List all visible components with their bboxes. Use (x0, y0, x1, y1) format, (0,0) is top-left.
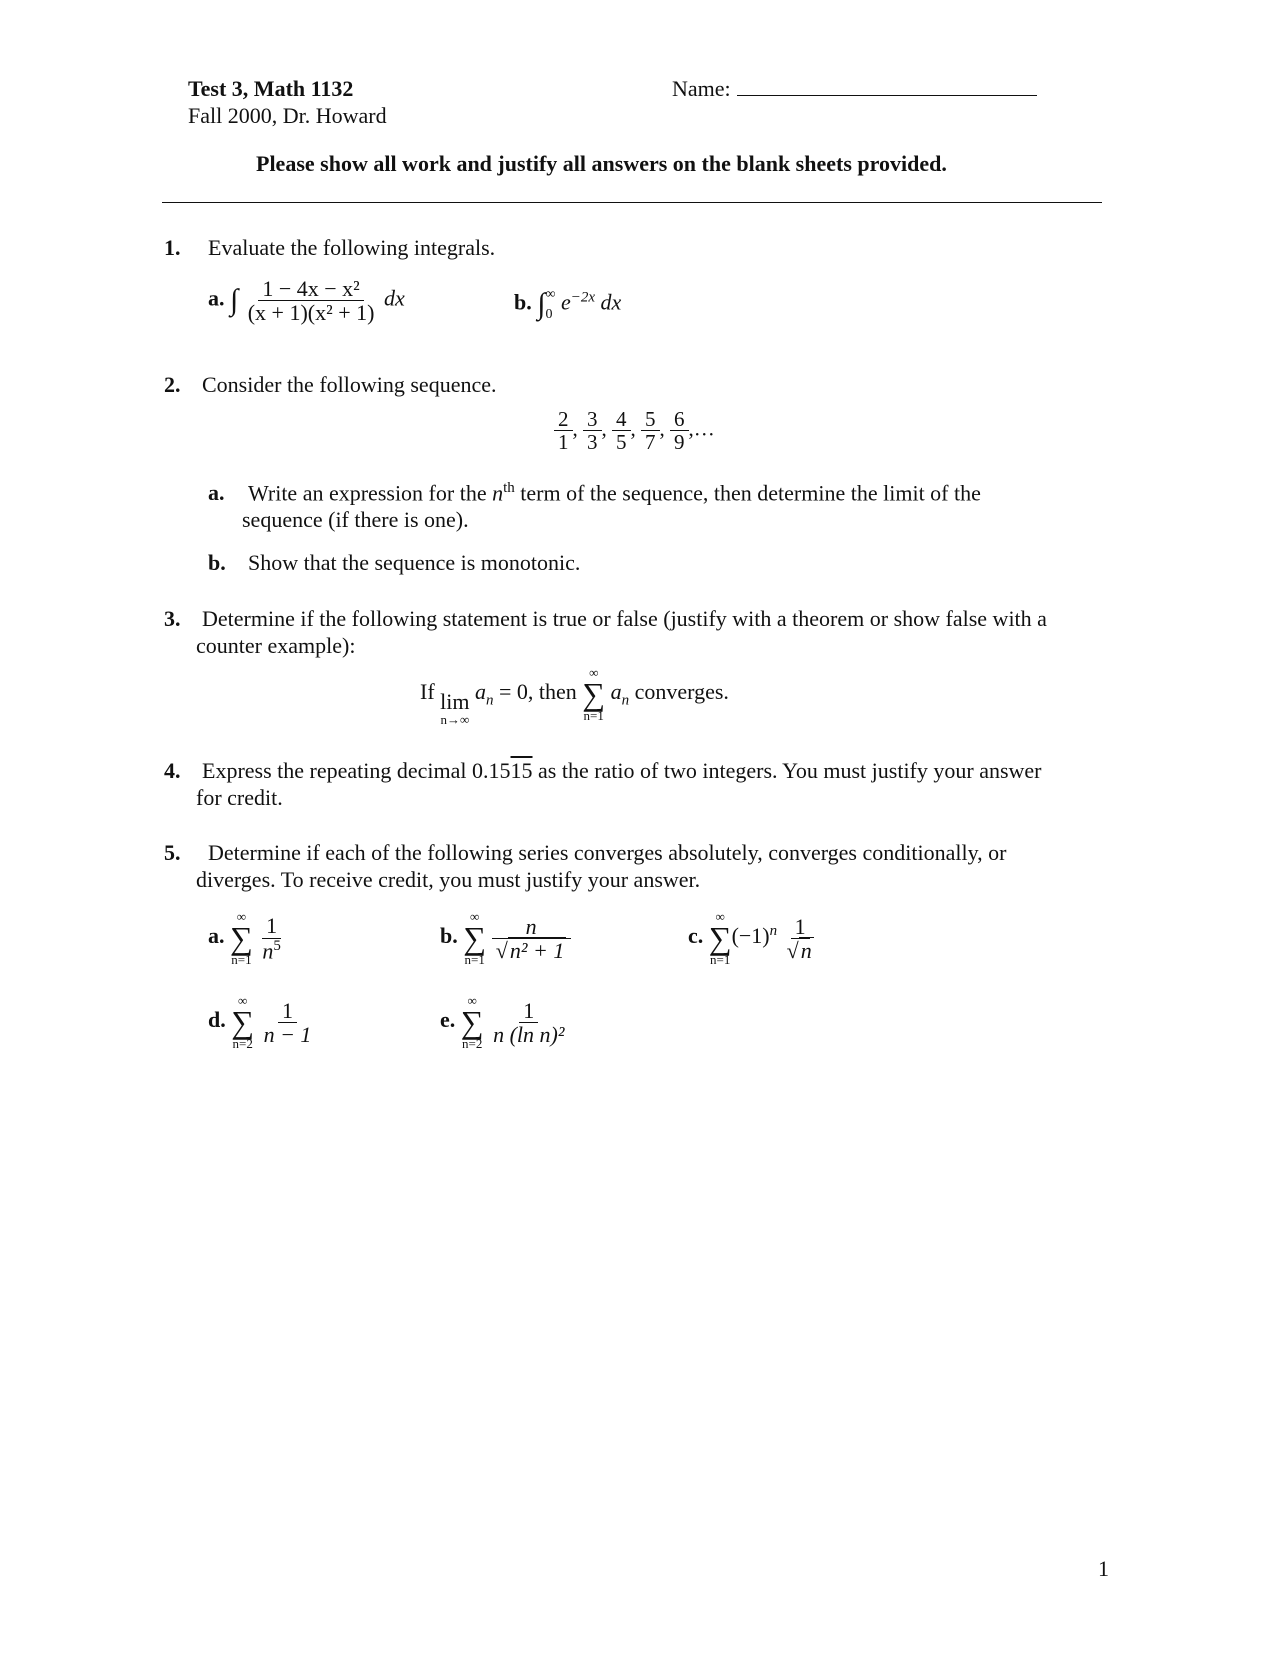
sum-lower-limit: n=1 (710, 952, 731, 968)
problem-number-2: 2. (164, 372, 181, 397)
sigma-symbol: ∑ (463, 920, 487, 956)
sum-lower-limit: n=2 (462, 1036, 483, 1052)
base: n (262, 937, 274, 963)
radicand: n² + 1 (509, 937, 565, 963)
problem-2a-label: a. (208, 480, 225, 505)
problem-1b (514, 285, 621, 324)
sum-lower-limit: n=2 (232, 1036, 253, 1052)
ellipsis: … (693, 416, 715, 441)
sequence: $\frac{2}{1}$ , $\frac{3}{3}$ , $\frac{4}{5}$ , $\frac{5}{7}$ , $\frac{6}{9}$ ,… (554, 408, 715, 453)
sum-operator (231, 994, 254, 1050)
sequence-subscript: n (621, 692, 630, 709)
instructions: Please show all work and justify all answers on the blank sheets provided. (256, 151, 947, 176)
lim-text: lim (440, 689, 470, 715)
denominator (258, 939, 285, 962)
sum-upper-limit: ∞ (470, 909, 480, 924)
term-numerator: 4 (612, 408, 631, 431)
differential: dx (600, 289, 622, 315)
sum-operator (461, 994, 484, 1050)
sequence-term (612, 408, 631, 453)
problem-3-text-line1: Determine if the following statement is true or false (justify with a theorem or show false with a (202, 606, 1047, 631)
sequence-term (670, 408, 689, 453)
problem-2-text: Consider the following sequence. (202, 372, 497, 397)
numerator: 1 − 4x − x² (258, 277, 363, 301)
numerator: 1 (278, 999, 297, 1023)
header-divider (162, 202, 1102, 203)
series-b (440, 910, 571, 966)
integrand-exponent: −2x (570, 289, 595, 306)
converges-text: converges. (634, 679, 729, 705)
numerator: 1 (791, 915, 810, 939)
term-numerator: 6 (670, 408, 689, 431)
term-denominator: 3 (587, 430, 598, 455)
series-a (208, 910, 285, 966)
problem-1-text: Evaluate the following integrals. (208, 235, 496, 260)
variable: n (492, 480, 504, 506)
problem-3-text-line2: counter example): (196, 633, 356, 658)
text-if: If (420, 679, 435, 705)
series-d (208, 994, 315, 1050)
name-blank-line[interactable] (737, 77, 1037, 96)
fraction (783, 915, 818, 962)
problem-1a (208, 277, 405, 324)
fraction (258, 914, 285, 962)
denominator: n (ln n)² (493, 1021, 565, 1047)
problem-2b-label: b. (208, 550, 226, 575)
page-number: 1 (1098, 1556, 1109, 1581)
sum-lower-limit: n=1 (583, 708, 604, 724)
term-numerator: 3 (583, 408, 602, 431)
part-label: a. (208, 923, 225, 949)
problem-2a-text (248, 480, 981, 506)
problem-number-1: 1. (164, 235, 181, 260)
sum-lower-limit: n=1 (231, 952, 252, 968)
sigma-symbol: ∑ (230, 920, 253, 956)
integrand-base: e (560, 289, 571, 315)
problem-5-text-line2: diverges. To receive credit, you must justify your answer. (196, 867, 701, 892)
sum-upper-limit: ∞ (238, 993, 248, 1008)
denominator: √n² + 1 (495, 937, 565, 963)
part-label: a. (208, 285, 225, 311)
name-field[interactable] (672, 76, 1037, 102)
sum-upper-limit: ∞ (589, 665, 599, 680)
sum-operator (709, 910, 732, 966)
lower-limit: 0 (545, 306, 553, 322)
term-numerator: 5 (641, 408, 660, 431)
text-segment: term of the sequence, then determine the limit of the (514, 480, 981, 506)
limit-operator (440, 691, 469, 726)
upper-limit: ∞ (545, 287, 556, 302)
term-instructor: Fall 2000, Dr. Howard (188, 103, 387, 128)
integral-sign: ∫ (230, 283, 239, 317)
problem-4-text-line2: for credit. (196, 785, 283, 810)
part-label: b. (440, 923, 458, 949)
numerator: 1 (262, 914, 281, 938)
integral-sign: ∫ (537, 287, 546, 321)
denominator: √n (786, 937, 812, 963)
text-segment: Express the repeating decimal 0.15 (202, 758, 511, 783)
sum-operator (230, 910, 253, 966)
term-denominator: 1 (558, 430, 569, 455)
problem-2a-text-line2: sequence (if there is one). (242, 507, 469, 532)
differential: dx (383, 285, 405, 311)
repeating-digits: 15 (510, 758, 533, 783)
denominator: (x + 1)(x² + 1) (247, 300, 375, 326)
part-label: e. (440, 1007, 456, 1033)
fraction (492, 915, 571, 962)
problem-number-3: 3. (164, 606, 181, 631)
fraction (260, 999, 316, 1046)
sequence-term (641, 408, 660, 453)
numerator: n (492, 915, 571, 939)
series-e (440, 994, 568, 1050)
equals-then: = 0, then (499, 679, 577, 705)
sum-lower-limit: n=1 (464, 952, 485, 968)
sum-upper-limit: ∞ (236, 909, 247, 924)
series-c (688, 910, 818, 966)
sequence-term (554, 408, 573, 453)
problem-number-5: 5. (164, 840, 181, 865)
sequence-var: a (475, 679, 486, 705)
sum-upper-limit: ∞ (467, 993, 477, 1008)
exponent: n (769, 922, 778, 939)
part-label: d. (208, 1007, 226, 1033)
exponent: 5 (273, 937, 281, 954)
term-denominator: 9 (674, 430, 685, 455)
sum-operator (582, 666, 605, 722)
problem-3-statement (420, 666, 729, 726)
term-numerator: 2 (554, 408, 573, 431)
text-segment: Write an expression for the (248, 480, 493, 506)
name-label: Name: (672, 76, 731, 101)
sequence-subscript: n (486, 692, 494, 709)
sequence-var: a (610, 679, 622, 705)
radicand: n (800, 937, 812, 963)
sigma-symbol: ∑ (582, 676, 606, 712)
lim-subscript: n→∞ (440, 712, 470, 728)
sum-operator (463, 910, 486, 966)
alternating-factor: (−1) (731, 923, 770, 949)
numerator: 1 (519, 999, 538, 1023)
part-label: b. (514, 289, 532, 315)
sum-upper-limit: ∞ (715, 909, 725, 924)
sigma-symbol: ∑ (708, 920, 732, 956)
term-denominator: 5 (616, 430, 627, 455)
course-title: Test 3, Math 1132 (188, 76, 354, 101)
sigma-symbol: ∑ (231, 1004, 255, 1040)
sequence-term (583, 408, 602, 453)
problem-number-4: 4. (164, 758, 181, 783)
fraction (489, 999, 568, 1046)
fraction (244, 277, 379, 324)
problem-4-text (202, 758, 1042, 784)
term-denominator: 7 (645, 430, 656, 455)
problem-5-text-line1: Determine if each of the following series converges absolutely, converges conditionally, or (208, 840, 1007, 865)
superscript: th (503, 480, 515, 496)
denominator: n − 1 (263, 1021, 312, 1047)
text-segment: as the ratio of two integers. You must justify your answer (532, 758, 1042, 783)
problem-2b-text: Show that the sequence is monotonic. (248, 550, 581, 575)
sigma-symbol: ∑ (460, 1004, 484, 1040)
part-label: c. (688, 923, 704, 949)
